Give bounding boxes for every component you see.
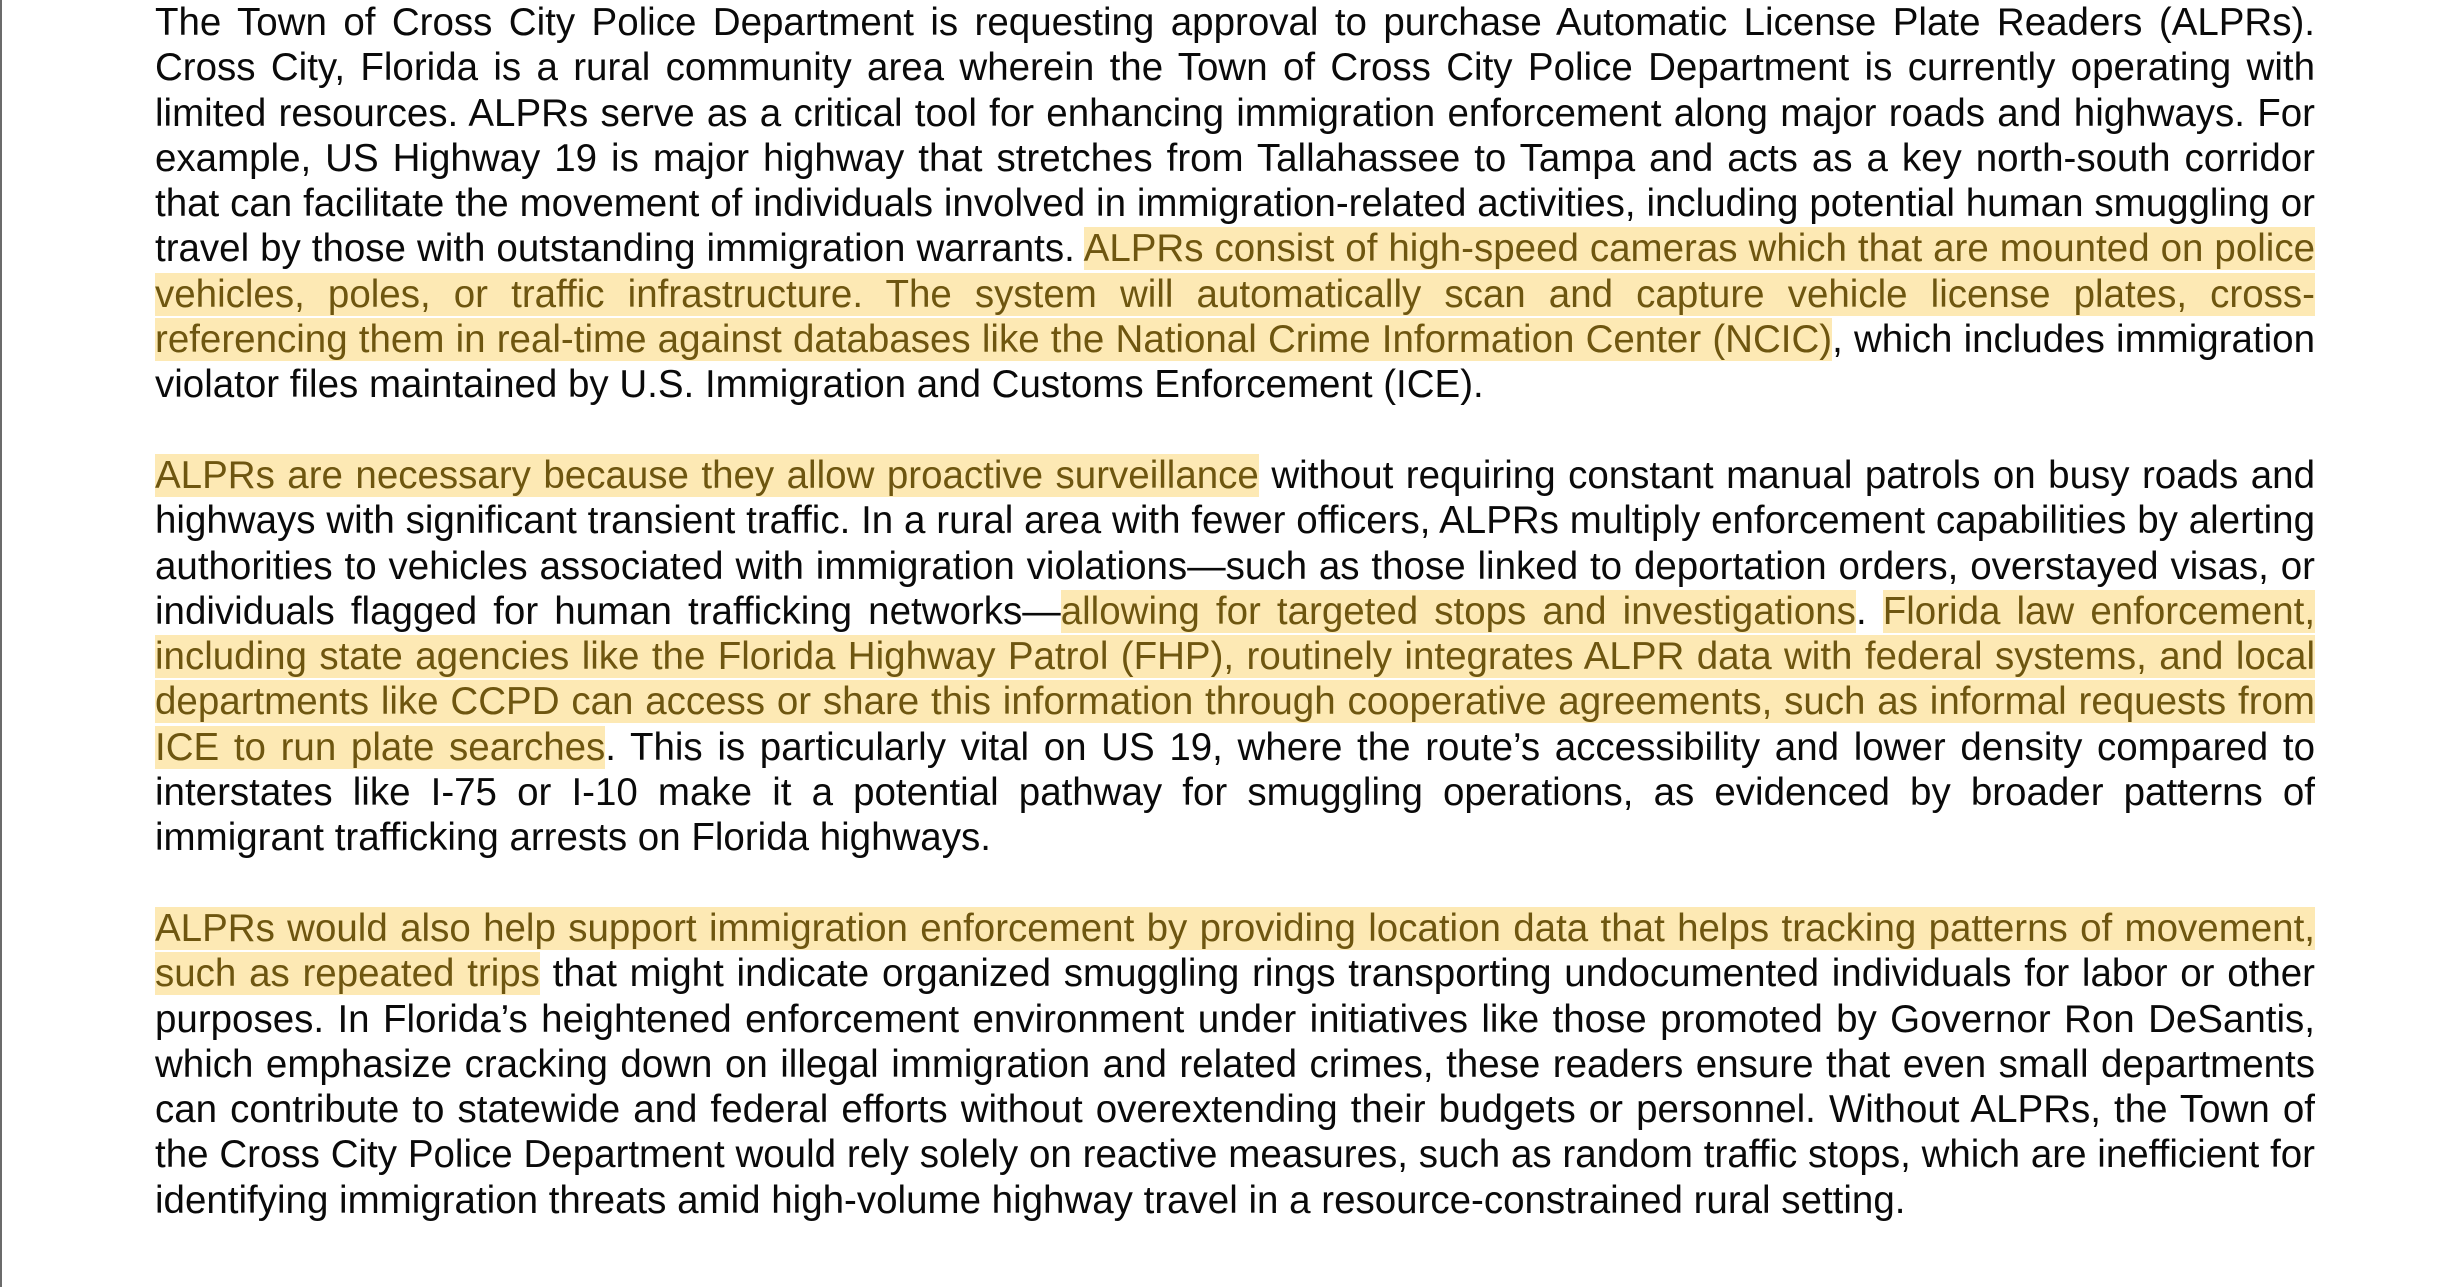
highlighted-text: ALPRs consist of high-speed cameras which that are mounted on police vehicles, poles, or traffic infrastructure. The system will automatically scan and capture vehicle license plates, cross-referencing them in real-time against databases like the National Crime Information Center (NCIC): [155, 227, 2316, 362]
text-segment: .: [1855, 589, 1883, 633]
text-segment: without requiring constant manual patrols on busy roads and highways with significant transient traffic. In a rural area with fewer officers, ALPRs multiply enforcement capabilities by alerting authorities to vehicles associated with immigration violations—such as those linked to deportation orders, overstayed visas, or individuals flagged for human trafficking networks—: [155, 453, 2316, 633]
highlighted-text: Florida law enforcement, including state agencies like the Florida Highway Patrol (FHP), routinely integrates ALPR data with federal systems, and local departments like CCPD can access or share this information through cooperative agreements, such as informal requests from ICE to run plate searches: [155, 589, 2316, 769]
paragraph-1: [155, 0, 2315, 408]
text-segment: . This is particularly vital on US 19, where the route’s accessibility and lower density compared to interstates like I-75 or I-10 make it a potential pathway for smuggling operations, as evidenced by broader patterns of immigrant trafficking arrests on Florida highways.: [155, 725, 2315, 860]
highlighted-text: allowing for targeted stops and investigations: [1060, 589, 1856, 633]
page-left-border: [0, 0, 2, 1287]
text-segment: that might indicate organized smuggling rings transporting undocumented individuals for labor or other purposes. In Florida’s heightened enforcement environment under initiatives like those promoted by Governor Ron DeSantis, which emphasize cracking down on illegal immigration and related crimes, these readers ensure that even small departments can contribute to statewide and federal efforts without overextending their budgets or personnel. Without ALPRs, the Town of the Cross City Police Department would rely solely on reactive measures, such as random traffic stops, which are inefficient for identifying immigration threats amid high-volume highway travel in a resource-constrained rural setting.: [155, 952, 2316, 1222]
highlighted-text: ALPRs would also help support immigration enforcement by providing location data that helps tracking patterns of movement, such as repeated trips: [155, 906, 2315, 996]
text-segment: The Town of Cross City Police Department is requesting approval to purchase Automatic License Plate Readers (ALPRs). Cross City, Florida is a rural community area wherein the Town of Cross City Police Department is currently operating with limited resources. ALPRs serve as a critical tool for enhancing immigration enforcement along major roads and highways. For example, US Highway 19 is major highway that stretches from Tallahassee to Tampa and acts as a key north-south corridor that can facilitate the movement of individuals involved in immigration-related activities, including potential human smuggling or travel by those with outstanding immigration warrants.: [155, 1, 2315, 271]
text-segment: , which includes immigration violator files maintained by U.S. Immigration and Customs Enforcement (ICE).: [155, 318, 2315, 407]
paragraph-3: [155, 906, 2315, 1223]
highlighted-text: ALPRs are necessary because they allow proactive surveillance: [155, 453, 1259, 497]
document-body: [155, 0, 2315, 1268]
paragraph-2: [155, 453, 2315, 861]
